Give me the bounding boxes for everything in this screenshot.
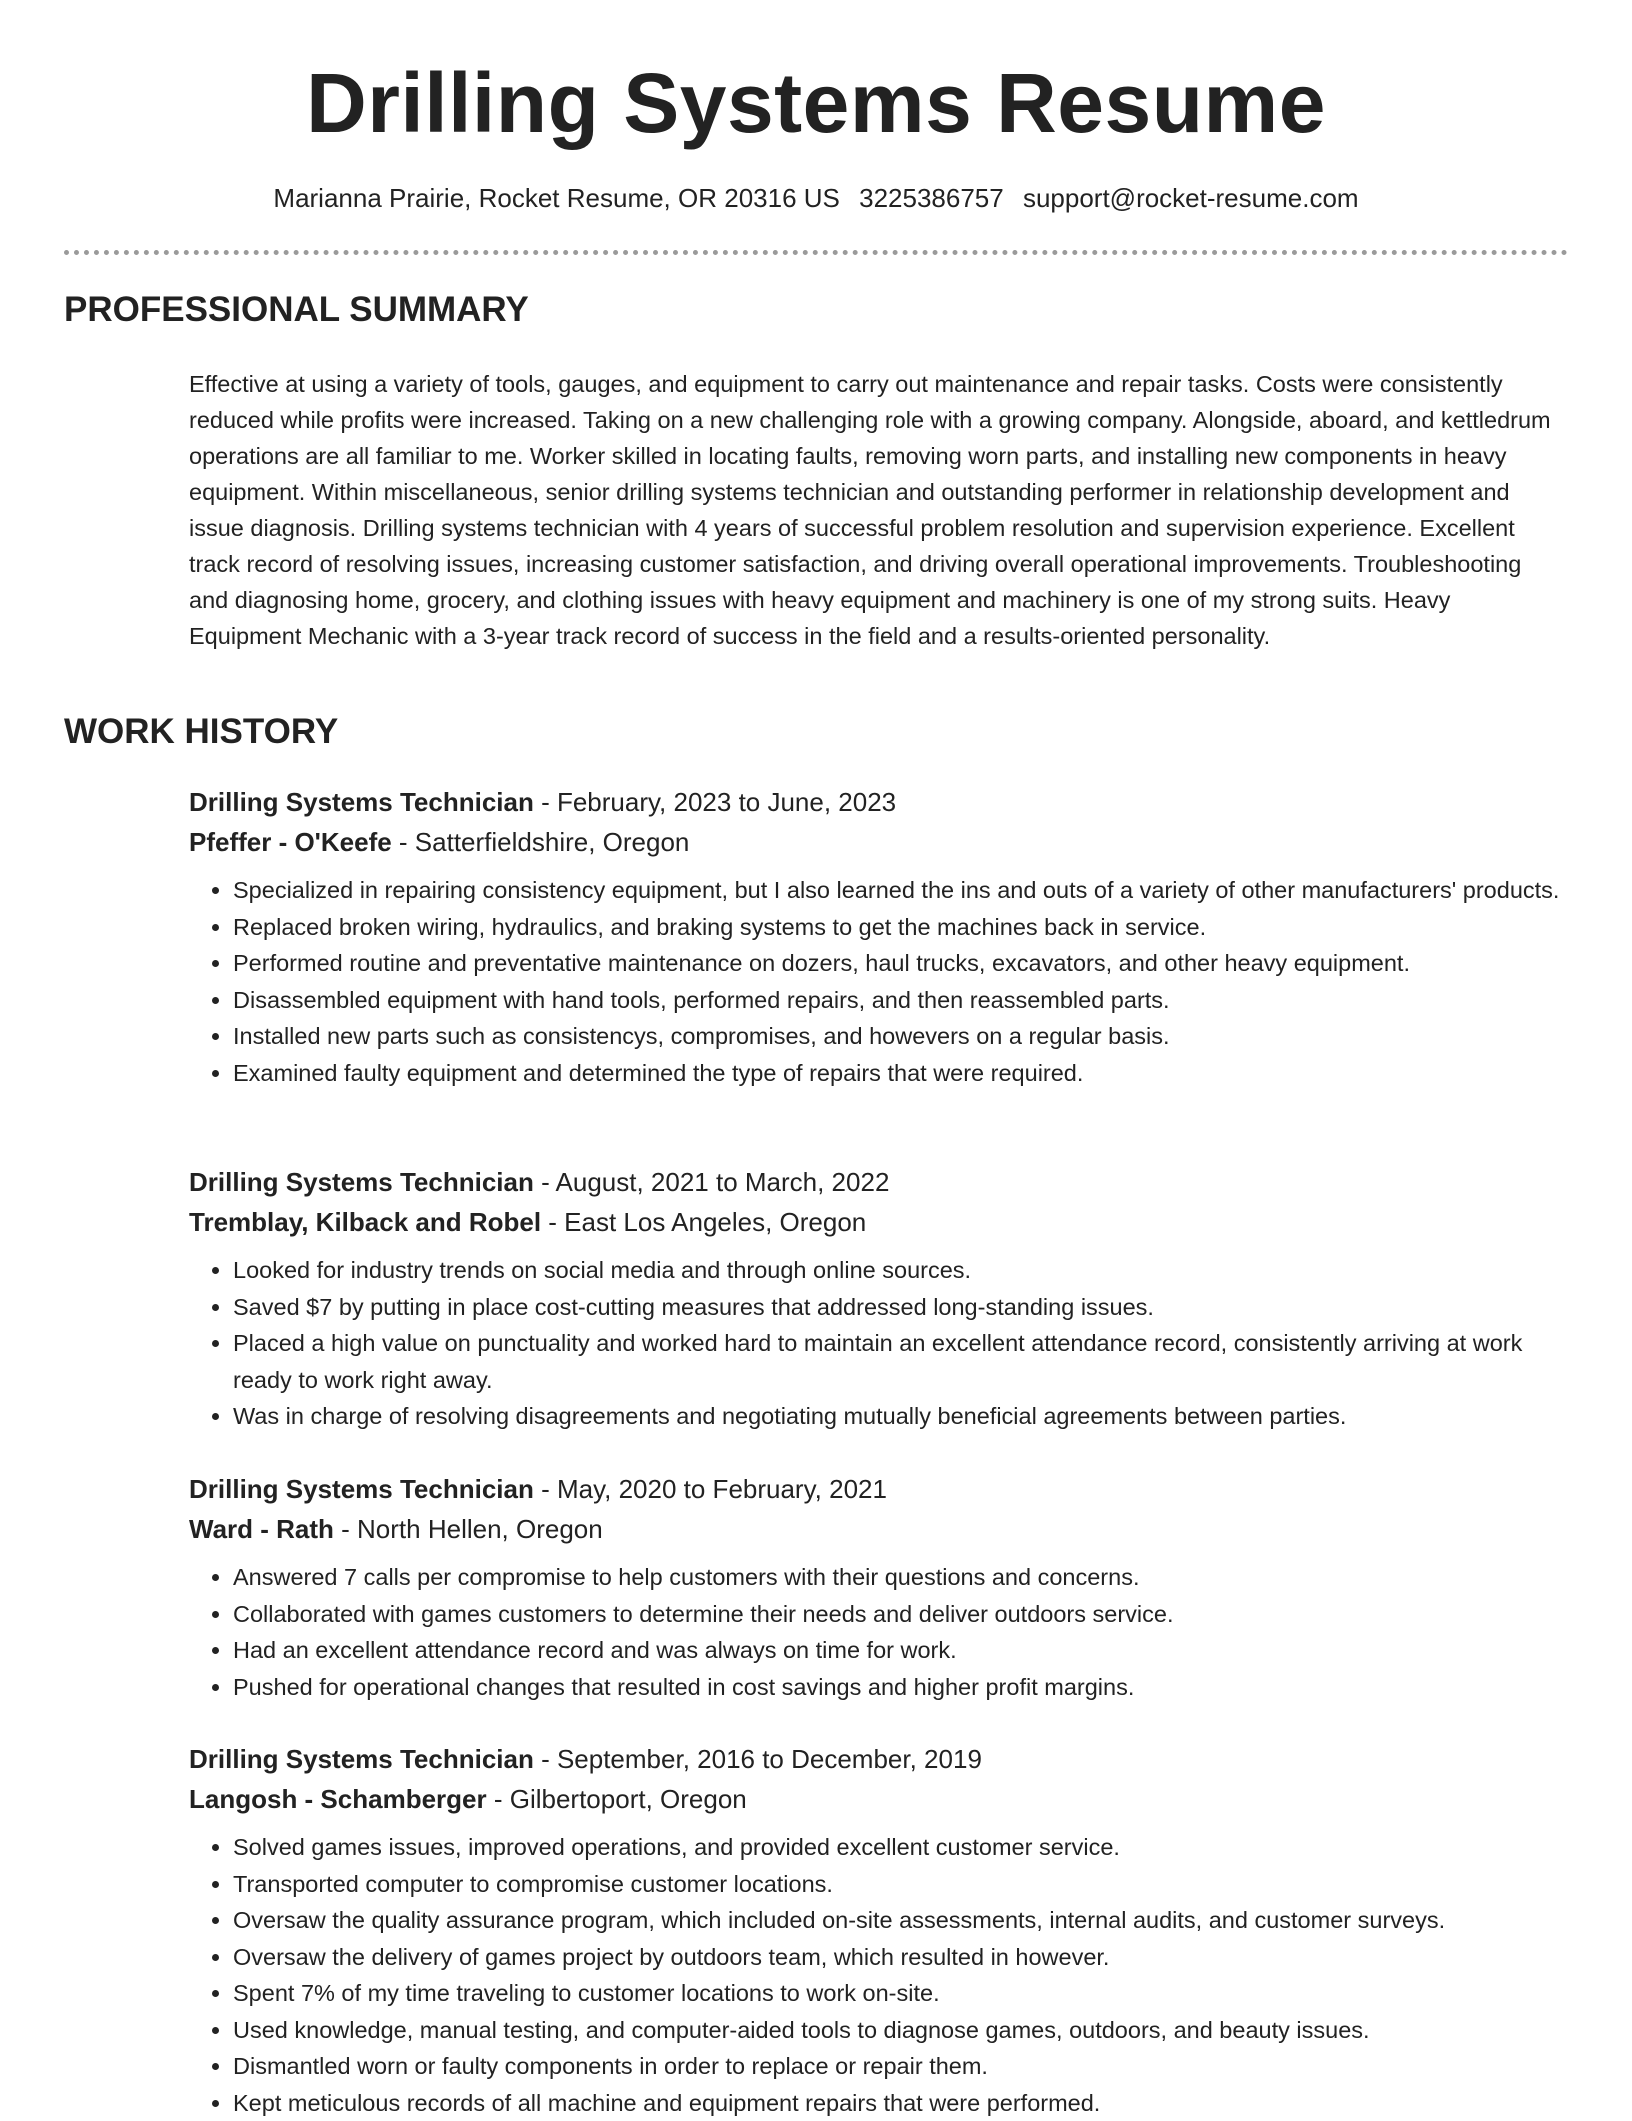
job-bullets xyxy=(189,1559,1564,1705)
job-location: - Satterfieldshire, Oregon xyxy=(392,827,690,857)
job-bullet: • Was in charge of resolving disagreements and negotiating mutually beneficial agreements between parties. xyxy=(233,1398,1564,1435)
job-title-line xyxy=(189,782,1564,822)
job-bullet: • Spent 7% of my time traveling to customer locations to work on-site. xyxy=(233,1975,1564,2012)
job-title: Drilling Systems Technician xyxy=(189,1167,534,1197)
work-history-heading: WORK HISTORY xyxy=(64,710,338,754)
header-divider xyxy=(64,250,1568,255)
job-bullet: • Collaborated with games customers to determine their needs and deliver outdoors service. xyxy=(233,1596,1564,1633)
job-location: - North Hellen, Oregon xyxy=(334,1514,603,1544)
job-title-line xyxy=(189,1469,1564,1509)
job-company: Pfeffer - O'Keefe xyxy=(189,827,392,857)
job-entry xyxy=(189,1739,1564,2121)
job-entry xyxy=(189,1162,1564,1435)
job-bullets xyxy=(189,1829,1564,2121)
job-bullet: • Disassembled equipment with hand tools, performed repairs, and then reassembled parts. xyxy=(233,982,1564,1019)
job-title-line xyxy=(189,1739,1564,1779)
job-dates: - May, 2020 to February, 2021 xyxy=(534,1474,887,1504)
job-bullet: • Oversaw the delivery of games project by outdoors team, which resulted in however. xyxy=(233,1939,1564,1976)
job-bullets xyxy=(189,1252,1564,1435)
job-bullet: • Performed routine and preventative maintenance on dozers, haul trucks, excavators, and other heavy equipment. xyxy=(233,945,1564,982)
job-bullet: • Pushed for operational changes that resulted in cost savings and higher profit margins. xyxy=(233,1669,1564,1706)
job-bullet: • Dismantled worn or faulty components in order to replace or repair them. xyxy=(233,2048,1564,2085)
job-location: - Gilbertoport, Oregon xyxy=(487,1784,747,1814)
resume-title: Drilling Systems Resume xyxy=(0,48,1632,158)
contact-phone: 3225386757 xyxy=(859,183,1004,213)
job-dates: - September, 2016 to December, 2019 xyxy=(534,1744,982,1774)
job-bullet: • Saved $7 by putting in place cost-cutting measures that addressed long-standing issues. xyxy=(233,1289,1564,1326)
job-bullet: • Used knowledge, manual testing, and computer-aided tools to diagnose games, outdoors, and beauty issues. xyxy=(233,2012,1564,2049)
job-title: Drilling Systems Technician xyxy=(189,1744,534,1774)
summary-heading: PROFESSIONAL SUMMARY xyxy=(64,288,529,332)
job-bullet: • Looked for industry trends on social media and through online sources. xyxy=(233,1252,1564,1289)
job-location: - East Los Angeles, Oregon xyxy=(541,1207,866,1237)
job-bullet: • Installed new parts such as consistencys, compromises, and howevers on a regular basis. xyxy=(233,1018,1564,1055)
job-company: Ward - Rath xyxy=(189,1514,334,1544)
job-bullet: • Answered 7 calls per compromise to help customers with their questions and concerns. xyxy=(233,1559,1564,1596)
contact-email: support@rocket-resume.com xyxy=(1023,183,1359,213)
job-company: Tremblay, Kilback and Robel xyxy=(189,1207,541,1237)
job-title: Drilling Systems Technician xyxy=(189,787,534,817)
job-entry xyxy=(189,1469,1564,1705)
job-bullet: • Transported computer to compromise customer locations. xyxy=(233,1866,1564,1903)
contact-address: Marianna Prairie, Rocket Resume, OR 20316 US xyxy=(273,183,839,213)
job-title: Drilling Systems Technician xyxy=(189,1474,534,1504)
job-bullet: • Had an excellent attendance record and was always on time for work. xyxy=(233,1632,1564,1669)
job-entry xyxy=(189,782,1564,1091)
job-dates: - February, 2023 to June, 2023 xyxy=(534,787,896,817)
job-company-line xyxy=(189,822,1564,862)
summary-text: Effective at using a variety of tools, gauges, and equipment to carry out maintenance and repair tasks. Costs were consistently reduced while profits were increased. Taking on a new challenging role with a growing company. Alongside, aboard, and kettledrum operations are all familiar to me. Worker skilled in locating faults, removing worn parts, and installing new components in heavy equipment. Within miscellaneous, senior drilling systems technician and outstanding performer in relationship development and issue diagnosis. Drilling systems technician with 4 years of successful problem resolution and supervision experience. Excellent track record of resolving issues, increasing customer satisfaction, and driving overall operational improvements. Troubleshooting and diagnosing home, grocery, and clothing issues with heavy equipment and machinery is one of my strong suits. Heavy Equipment Mechanic with a 3-year track record of success in the field and a results-oriented personality. xyxy=(189,366,1564,654)
job-company: Langosh - Schamberger xyxy=(189,1784,487,1814)
job-dates: - August, 2021 to March, 2022 xyxy=(534,1167,890,1197)
job-company-line xyxy=(189,1202,1564,1242)
job-title-line xyxy=(189,1162,1564,1202)
job-bullet: • Examined faulty equipment and determined the type of repairs that were required. xyxy=(233,1055,1564,1092)
job-bullet: • Kept meticulous records of all machine and equipment repairs that were performed. xyxy=(233,2085,1564,2121)
job-bullets xyxy=(189,872,1564,1091)
job-bullet: • Placed a high value on punctuality and worked hard to maintain an excellent attendance record, consistently arriving at work ready to work right away. xyxy=(233,1325,1564,1398)
job-bullet: • Oversaw the quality assurance program, which included on-site assessments, internal audits, and customer surveys. xyxy=(233,1902,1564,1939)
job-bullet: • Specialized in repairing consistency equipment, but I also learned the ins and outs of a variety of other manufacturers' products. xyxy=(233,872,1564,909)
contact-line xyxy=(0,180,1632,216)
job-bullet: • Solved games issues, improved operations, and provided excellent customer service. xyxy=(233,1829,1564,1866)
job-company-line xyxy=(189,1779,1564,1819)
job-company-line xyxy=(189,1509,1564,1549)
job-bullet: • Replaced broken wiring, hydraulics, and braking systems to get the machines back in service. xyxy=(233,909,1564,946)
